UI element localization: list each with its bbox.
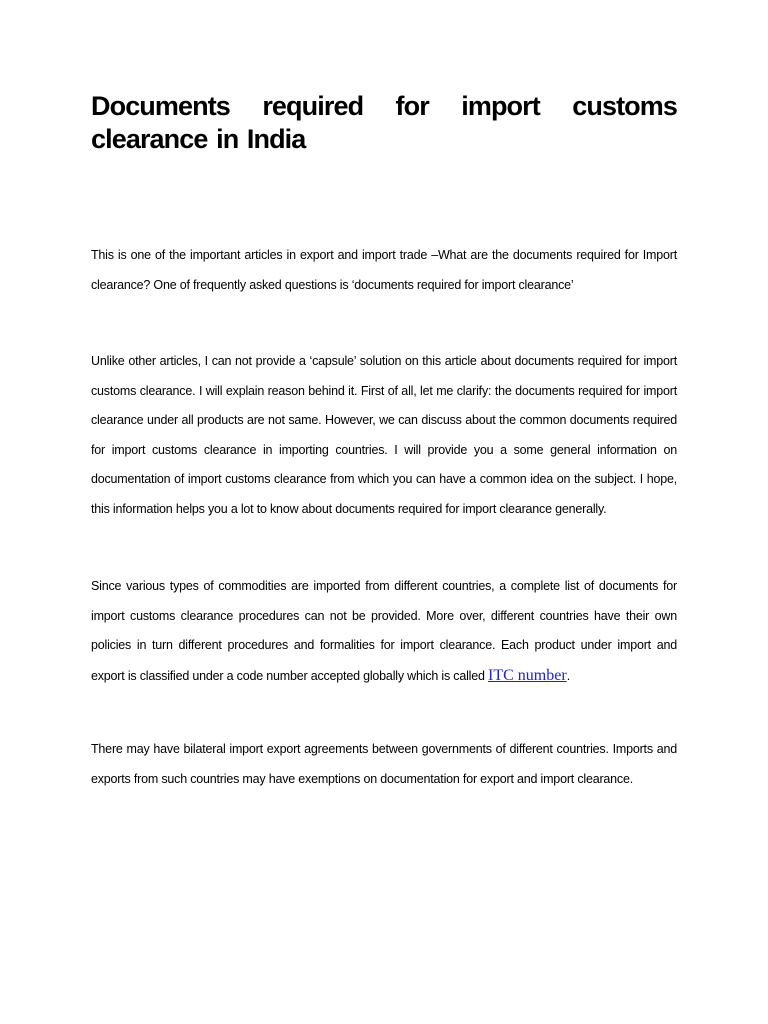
paragraph-bilateral: There may have bilateral import export agreements between governments of different countries. Imports and exports from such countries may have exemptions on documentation for export and import clearance. (91, 742, 677, 786)
paragraph-capsule: Unlike other articles, I can not provide a ‘capsule’ solution on this article about documents required for import customs clearance. I will explain reason behind it. First of all, let me clarify: the documents required for import clearance under all products are not same. However, we can discuss about the common documents required for import customs clearance in importing countries. I will provide you a some general information on documentation of import customs clearance from which you can have a common idea on the subject. I hope, this information helps you a lot to know about documents required for import clearance generally. (91, 354, 677, 516)
paragraph-intro: This is one of the important articles in export and import trade –What are the documents required for Import clearance? One of frequently asked questions is ‘documents required for import clearance’ (91, 248, 677, 292)
paragraph-commodities (91, 572, 677, 691)
paragraph-commodities-text: Since various types of commodities are imported from different countries, a complete list of documents for import customs clearance procedures can not be provided. More over, different countries have their own policies in turn different procedures and formalities for import clearance. Each product under import and export is classified under a code number accepted globally which is called (91, 579, 677, 683)
document-page (91, 90, 677, 794)
paragraph-commodities-end: . (566, 668, 570, 683)
itc-number-link[interactable]: ITC number (488, 666, 567, 684)
document-title: Documents required for import customs clearance in India (91, 91, 677, 154)
